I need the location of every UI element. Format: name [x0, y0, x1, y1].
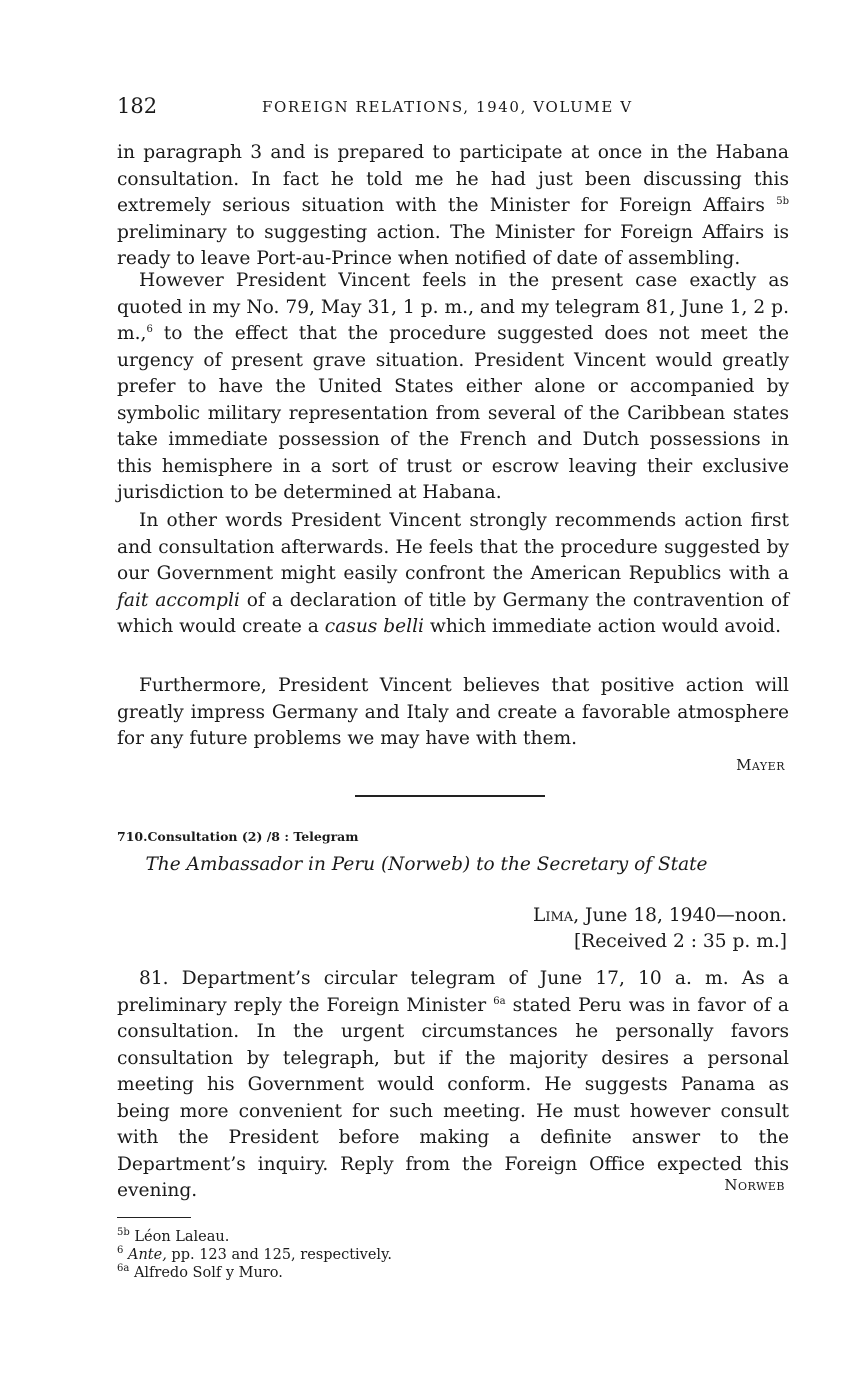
- page-number: 182: [117, 94, 158, 118]
- footnotes: [117, 1228, 392, 1282]
- paragraph-2: However President Vincent feels in the present case exactly as quoted in my No. 79, May 31, 1 p. m., and my telegram 81, June 1, 2 p. m.,$^6$ to the effect that the procedure suggested does not meet the urgency of present grave situation. President Vincent would greatly prefer to have the United States either alone or accompanied by symbolic military representation from several of the Caribbean states take immediate possession of the French and Dutch possessions in this hemisphere in a sort of trust or escrow leaving their exclusive jurisdiction to be determined at Habana.: [117, 270, 789, 503]
- footnote-ref: 6: [146, 323, 153, 335]
- paragraph-telegram-81: 81. Department’s circular telegram of June 17, 10 a. m. As a preliminary reply the Foreign Minister $^{6a}$ stated Peru was in favor of a consultation. In the urgent circumstances he personally favors consultation by telegraph, but if the majority desires a personal meeting his Government would conform. He suggests Panama as being more convenient for such meeting. He must however consult with the President before making a definite answer to the Department’s inquiry. Reply from the Foreign Office expected this evening.: [117, 968, 789, 1201]
- page-header: [117, 94, 789, 122]
- italic-phrase: fait accompli: [117, 589, 240, 611]
- section-divider: [355, 795, 545, 797]
- italic-phrase: casus belli: [324, 616, 424, 637]
- footnote-ref: 5b: [776, 195, 789, 207]
- dateline: Lima, June 18, 1940—noon.: [533, 905, 787, 926]
- footnote-6a: $^{6a}$ Alfredo Solf y Muro.: [117, 1263, 283, 1281]
- signature-norweb: Norweb: [724, 1176, 785, 1194]
- signature-mayer: Mayer: [736, 756, 785, 774]
- received-time: [Received 2 : 35 p. m.]: [574, 931, 787, 952]
- footnote-ref: 6a: [493, 995, 506, 1007]
- paragraph-4: Furthermore, President Vincent believes that positive action will greatly impress Germany and Italy and create a favorable atmosphere for any future problems we may have with them.: [117, 675, 789, 749]
- footnote-6: $^6$ Ante, pp. 123 and 125, respectively.: [117, 1245, 392, 1263]
- paragraph-3: In other words President Vincent strongly recommends action first and consultation afterwards. He feels that the procedure suggested by our Government might easily confront the American Republics with a fait accompli of a declaration of title by Germany the contravention of which would create a casus belli which immediate action would avoid.: [117, 510, 789, 637]
- file-reference: 710.Consultation (2) /8 : Telegram: [117, 829, 359, 844]
- footnote-divider: [117, 1217, 191, 1218]
- running-head: FOREIGN RELATIONS, 1940, VOLUME V: [262, 98, 633, 116]
- document-title: The Ambassador in Peru (Norweb) to the Secretary of State: [145, 854, 708, 875]
- footnote-5b: $^{5b}$ Léon Laleau.: [117, 1227, 230, 1245]
- paragraph-1: in paragraph 3 and is prepared to participate at once in the Habana consultation. In fact he told me he had just been discussing this extremely serious situation with the Minister for Foreign Affairs $^{5b}$ preliminary to suggesting action. The Minister for Foreign Affairs is ready to leave Port-au-Prince when notified of date of assembling.: [117, 142, 789, 269]
